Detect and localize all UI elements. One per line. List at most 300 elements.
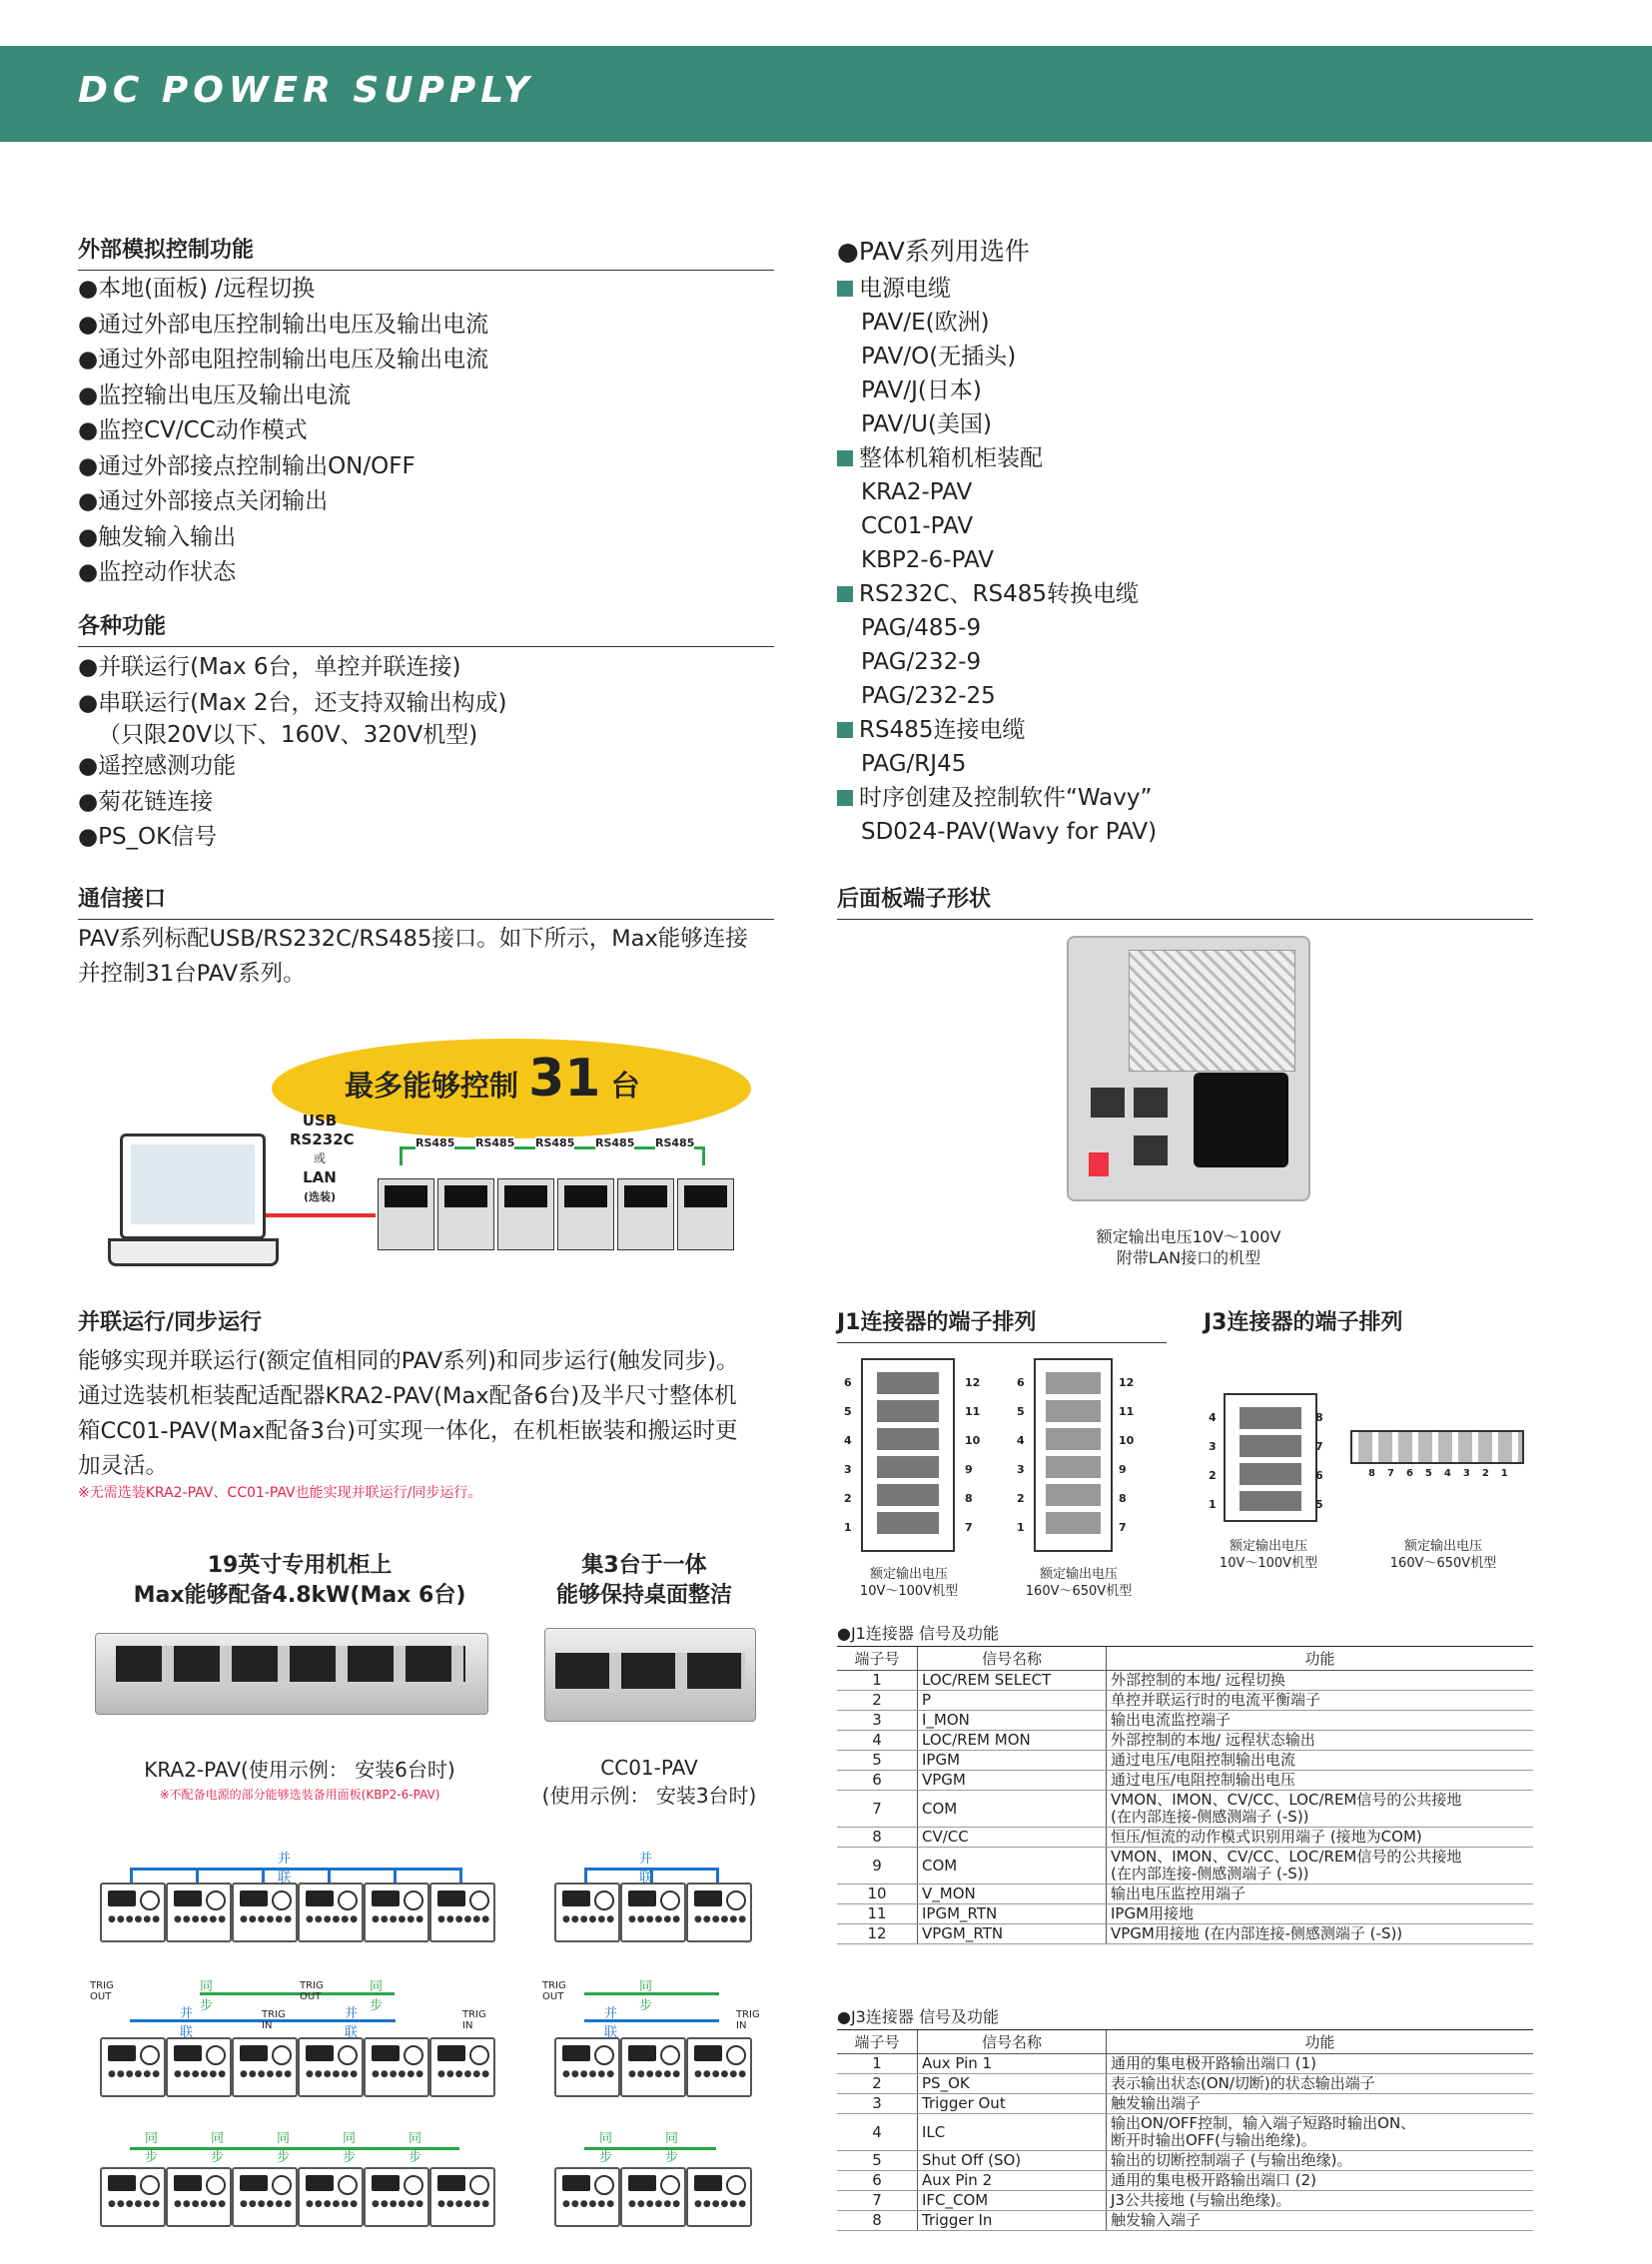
banner-title: DC POWER SUPPLY	[78, 70, 534, 111]
option-group	[837, 441, 1157, 475]
option-item: KRA2-PAV	[861, 479, 973, 505]
psu-unit-icon: ●●●●●●	[554, 2167, 620, 2227]
pin-number: 3	[1017, 1463, 1025, 1476]
rs485-chain	[378, 1178, 739, 1250]
pin-number: 1	[1017, 1521, 1025, 1534]
pin-cell: 4	[837, 2114, 918, 2151]
psu-unit-icon: ●●●●●●	[100, 1883, 166, 1942]
signal-cell: COM	[918, 1848, 1107, 1885]
max-control-label: 最多能够控制	[345, 1069, 519, 1103]
list-item: ●PS_OK信号	[78, 824, 218, 850]
list-item: ●通过外部电阻控制输出电压及输出电流	[78, 347, 489, 373]
parallel-line: 加灵活。	[78, 1453, 169, 1479]
pin-number: 7	[1386, 1468, 1406, 1479]
functions-title: 各种功能	[78, 609, 774, 647]
option-label: (选装)	[303, 1190, 337, 1203]
square-bullet-icon	[837, 281, 853, 297]
rs485-label: RS485	[475, 1136, 515, 1149]
pin-number: 2	[1209, 1469, 1217, 1482]
j1b-right-numbers	[1119, 1368, 1134, 1542]
pin-number: 8	[965, 1492, 973, 1505]
psu-unit-icon: ●●●●●●	[364, 2167, 429, 2227]
j1-connector-b	[1034, 1358, 1113, 1552]
functions-list	[78, 650, 507, 856]
option-item: PAG/RJ45	[861, 751, 967, 777]
option-group	[837, 272, 1157, 306]
pin-cell: 10	[837, 1885, 918, 1904]
psu-unit-icon: ●●●●●●	[429, 2037, 495, 2097]
diagram-label: 同步	[665, 2131, 679, 2165]
diagram-label: 同步	[200, 1979, 214, 2013]
option-item: PAV/J(日本)	[861, 377, 982, 403]
connection-line	[130, 1868, 133, 1883]
options-list	[837, 272, 1157, 849]
case-caption-line: CC01-PAV	[600, 1756, 698, 1780]
diagram-label: 同步	[409, 2131, 422, 2165]
pin-cell: 5	[837, 1751, 918, 1771]
pin-cell: 7	[837, 2191, 918, 2211]
function-cell: 通过电压/电阻控制输出电压	[1107, 1771, 1534, 1791]
psu-unit-icon: ●●●●●●	[429, 2167, 495, 2227]
connection-line	[266, 1213, 376, 1217]
col-header: 信号名称	[918, 2030, 1107, 2054]
list-item: ●通过外部电压控制输出电压及输出电流	[78, 311, 489, 338]
connection-line	[584, 1868, 587, 1883]
max-control-number: 31	[528, 1049, 601, 1109]
pin-number: 2	[844, 1492, 852, 1505]
psu-unit-icon: ●●●●●●	[166, 2037, 232, 2097]
table-row	[837, 1885, 1533, 1904]
j1-connector-a	[861, 1358, 955, 1552]
pin-number: 4	[844, 1434, 852, 1447]
function-cell: VPGM用接地 (在内部连接-侧感测端子 (-S))	[1107, 1924, 1534, 1944]
psu-unit-icon: ●●●●●●	[166, 2167, 232, 2227]
connection-line	[716, 1868, 719, 1883]
option-group-name: RS485连接电缆	[859, 717, 1026, 743]
connection-line	[200, 1992, 395, 1995]
case-title-line: 集3台于一体	[581, 1553, 707, 1578]
diagram-label: 同步	[211, 2131, 225, 2165]
option-item: CC01-PAV	[861, 513, 974, 539]
pin-number: 2	[1481, 1468, 1501, 1479]
pin-number: 7	[1119, 1521, 1127, 1534]
table-row	[837, 2191, 1533, 2211]
list-item: ●通过外部接点关闭输出	[78, 488, 329, 514]
psu-unit-icon: ●●●●●●	[100, 2167, 166, 2227]
rack-title-line: Max能够配备4.8kW(Max 6台)	[133, 1583, 466, 1608]
pin-number: 12	[1119, 1376, 1135, 1389]
comm-text-2: 并控制31台PAV系列。	[78, 961, 306, 987]
table-row	[837, 1671, 1533, 1691]
caption-line: 160V～650V机型	[1389, 1556, 1497, 1571]
function-cell: 通过电压/电阻控制输出电流	[1107, 1751, 1534, 1771]
signal-cell: LOC/REM SELECT	[918, 1671, 1107, 1691]
rack-image	[95, 1633, 488, 1715]
square-bullet-icon	[837, 790, 853, 806]
psu-unit-icon: ●●●●●●	[364, 2037, 429, 2097]
function-cell: 通用的集电极开路输出端口 (1)	[1107, 2054, 1534, 2074]
pin-cell: 11	[837, 1904, 918, 1924]
rs485-label: RS485	[535, 1136, 575, 1149]
pin-cell: 6	[837, 2171, 918, 2191]
list-item: ●并联运行(Max 6台，单控并联连接)	[78, 654, 461, 680]
pin-number: 3	[1209, 1440, 1217, 1453]
pin-number: 8	[1315, 1411, 1323, 1424]
connection-line	[328, 1868, 331, 1883]
option-group	[837, 577, 1157, 611]
interface-labels	[290, 1112, 355, 1206]
list-item: ●监控CV/CC动作模式	[78, 417, 308, 443]
table-row	[837, 2074, 1533, 2094]
square-bullet-icon	[837, 450, 853, 466]
j1-table-title: ●J1连接器 信号及功能	[837, 1624, 999, 1643]
lan-label: LAN	[303, 1168, 337, 1186]
connection-line	[262, 1868, 265, 1883]
psu-unit-icon: ●●●●●●	[620, 2037, 686, 2097]
connection-line	[459, 1868, 462, 1883]
case-image	[544, 1628, 756, 1722]
option-item: PAV/O(无插头)	[861, 344, 1017, 370]
table-row	[837, 2211, 1533, 2231]
pin-cell: 8	[837, 1828, 918, 1848]
signal-cell: CV/CC	[918, 1828, 1107, 1848]
caption-line: 额定输出电压	[1229, 1539, 1307, 1554]
diagram-label: TRIG IN	[262, 2009, 286, 2031]
connection-line	[328, 2147, 394, 2150]
max-control-unit: 台	[610, 1069, 640, 1103]
list-item: ●本地(面板) /远程切换	[78, 276, 316, 302]
function-cell: 单控并联运行时的电流平衡端子	[1107, 1691, 1534, 1711]
psu-unit	[497, 1178, 554, 1250]
table-row	[837, 1791, 1533, 1828]
pin-number: 1	[1209, 1498, 1217, 1511]
list-item: ●遥控感测功能	[78, 753, 237, 779]
col-header: 信号名称	[918, 1647, 1107, 1671]
pin-number: 3	[844, 1463, 852, 1476]
list-item: ●触发输入输出	[78, 523, 237, 550]
psu-unit-icon: ●●●●●●	[100, 2037, 166, 2097]
table-row	[837, 1771, 1533, 1791]
table-row	[837, 1924, 1533, 1944]
col-header: 端子号	[837, 2030, 918, 2054]
table-row	[837, 1828, 1533, 1848]
table-row	[837, 2094, 1533, 2114]
j1-caption-b	[1004, 1566, 1154, 1600]
j3-table-title: ●J3连接器 信号及功能	[837, 2007, 999, 2026]
pin-number: 5	[1315, 1498, 1323, 1511]
connection-line	[650, 2147, 716, 2150]
function-cell: 外部控制的本地/ 远程状态输出	[1107, 1731, 1534, 1751]
signal-cell: VPGM_RTN	[918, 1924, 1107, 1944]
list-item: ●菊花链连接	[78, 788, 214, 815]
pin-number: 1	[844, 1521, 852, 1534]
rear-caption-line: 附带LAN接口的机型	[1116, 1248, 1261, 1267]
function-cell: 恒压/恒流的动作模式识别用端子 (接地为COM)	[1107, 1828, 1534, 1848]
comm-text-1: PAV系列标配USB/RS232C/RS485接口。如下所示，Max能够连接	[78, 926, 748, 952]
caption-line: 额定输出电压	[1039, 1567, 1118, 1582]
psu-unit-icon: ●●●●●●	[686, 2167, 752, 2227]
function-cell: 通用的集电极开路输出端口 (2)	[1107, 2171, 1534, 2191]
pin-cell: 3	[837, 2094, 918, 2114]
j3-connector-a	[1224, 1393, 1317, 1522]
diagram-label: 并联	[604, 2006, 618, 2040]
psu-unit-icon: ●●●●●●	[298, 2167, 364, 2227]
function-cell: 外部控制的本地/ 远程切换	[1107, 1671, 1534, 1691]
signal-cell: VPGM	[918, 1771, 1107, 1791]
j1-caption-a	[839, 1566, 979, 1600]
table-row	[837, 1711, 1533, 1731]
pin-cell: 2	[837, 2074, 918, 2094]
table-row	[837, 1904, 1533, 1924]
j3-signal-table	[837, 2029, 1533, 2231]
psu-unit-icon: ●●●●●●	[429, 1883, 495, 1942]
options-title: ●PAV系列用选件	[837, 237, 1030, 266]
j1-title: J1连接器的端子排列	[837, 1305, 1167, 1343]
diagram-label: 同步	[370, 1979, 384, 2013]
pin-cell: 7	[837, 1791, 918, 1828]
rs485-label: RS485	[415, 1136, 455, 1149]
pin-number: 3	[1462, 1468, 1482, 1479]
pin-cell: 1	[837, 2054, 918, 2074]
parallel-line: 箱CC01-PAV(Max配备3台)可实现一体化，在机柜嵌装和搬运时更	[78, 1418, 738, 1444]
table-row	[837, 1731, 1533, 1751]
function-cell: 触发输出端子	[1107, 2094, 1534, 2114]
signal-cell: Trigger In	[918, 2211, 1107, 2231]
col-header: 端子号	[837, 1647, 918, 1671]
square-bullet-icon	[837, 722, 853, 738]
connection-line	[394, 2147, 459, 2150]
psu-unit	[557, 1178, 614, 1250]
table-row	[837, 1751, 1533, 1771]
pin-number: 11	[1119, 1405, 1135, 1418]
pin-number: 5	[1017, 1405, 1025, 1418]
table-row	[837, 1848, 1533, 1885]
pin-number: 8	[1368, 1468, 1387, 1479]
diagram-label: 并联	[345, 2006, 359, 2040]
case-title	[519, 1551, 769, 1611]
pin-number: 6	[1017, 1376, 1025, 1389]
function-cell: 输出电流监控端子	[1107, 1711, 1534, 1731]
pin-number: 4	[1017, 1434, 1025, 1447]
psu-unit-icon: ●●●●●●	[364, 1883, 429, 1942]
psu-unit-icon: ●●●●●●	[232, 1883, 298, 1942]
connection-line	[130, 1868, 461, 1871]
signal-cell: PS_OK	[918, 2074, 1107, 2094]
j1b-left-numbers	[1017, 1368, 1025, 1542]
function-cell: VMON、IMON、CV/CC、LOC/REM信号的公共接地 (在内部连接-侧感测端子 (-S))	[1107, 1848, 1534, 1885]
rack-note-text: ※不配备电源的部分能够选装备用面板(KBP2-6-PAV)	[159, 1788, 440, 1802]
pin-number: 8	[1119, 1492, 1127, 1505]
psu-unit-icon: ●●●●●●	[166, 1883, 232, 1942]
caption-line: 160V～650V机型	[1025, 1584, 1133, 1599]
psu-unit-icon: ●●●●●●	[620, 2167, 686, 2227]
pin-number: 4	[1443, 1468, 1463, 1479]
option-group-name: 时序创建及控制软件“Wavy”	[859, 785, 1153, 811]
max-control-text	[345, 1049, 640, 1109]
psu-unit-icon: ●●●●●●	[554, 1883, 620, 1942]
pin-number: 12	[965, 1376, 981, 1389]
pin-number: 5	[1424, 1468, 1444, 1479]
j3-caption-a	[1199, 1538, 1338, 1572]
psu-unit-icon: ●●●●●●	[232, 2167, 298, 2227]
caption-line: 额定输出电压	[1403, 1539, 1482, 1554]
pin-cell: 9	[837, 1848, 918, 1885]
pin-number: 7	[965, 1521, 973, 1534]
psu-unit-icon: ●●●●●●	[298, 1883, 364, 1942]
laptop-screen-icon	[120, 1133, 266, 1239]
pin-number: 4	[1209, 1411, 1217, 1424]
option-item: PAV/U(美国)	[861, 411, 992, 437]
function-cell: 表示输出状态(ON/切断)的状态输出端子	[1107, 2074, 1534, 2094]
psu-unit	[437, 1178, 494, 1250]
pin-cell: 12	[837, 1924, 918, 1944]
j3-title: J3连接器的端子排列	[1204, 1310, 1403, 1335]
ext-analog-title: 外部模拟控制功能	[78, 233, 774, 271]
function-cell: VMON、IMON、CV/CC、LOC/REM信号的公共接地 (在内部连接-侧感测端子 (-S))	[1107, 1791, 1534, 1828]
signal-cell: Shut Off (SO)	[918, 2151, 1107, 2171]
parallel-line: 能够实现并联运行(额定值相同的PAV系列)和同步运行(触发同步)。	[78, 1348, 739, 1374]
diagram-label: 并联	[639, 1852, 653, 1886]
caption-line: 额定输出电压	[869, 1567, 948, 1582]
option-item: KBP2-6-PAV	[861, 547, 994, 573]
comm-title: 通信接口	[78, 882, 774, 920]
rs232c-label: RS232C	[290, 1131, 355, 1148]
case-caption-line: (使用示例： 安装3台时)	[541, 1784, 757, 1808]
diagram-label: TRIG OUT	[542, 1980, 566, 2002]
signal-cell: IFC_COM	[918, 2191, 1107, 2211]
psu-unit-icon: ●●●●●●	[232, 2037, 298, 2097]
col-header: 功能	[1107, 1647, 1534, 1671]
list-item: （只限20V以下、160V、320V机型)	[98, 722, 478, 748]
function-cell: J3公共接地 (与输出绝缘)。	[1107, 2191, 1534, 2211]
psu-unit-icon: ●●●●●●	[686, 2037, 752, 2097]
rs485-label: RS485	[655, 1136, 695, 1149]
signal-cell: Aux Pin 1	[918, 2054, 1107, 2074]
parallel-title: 并联运行/同步运行	[78, 1310, 263, 1335]
pin-number: 11	[965, 1405, 981, 1418]
j3-right-numbers	[1315, 1403, 1323, 1519]
psu-unit-icon: ●●●●●●	[620, 1883, 686, 1942]
psu-unit	[677, 1178, 734, 1250]
caption-line: 10V～100V机型	[859, 1584, 959, 1599]
table-row	[837, 2114, 1533, 2151]
connection-line	[130, 2147, 196, 2150]
signal-cell: Trigger Out	[918, 2094, 1107, 2114]
diagram-label: 并联	[180, 2006, 194, 2040]
signal-cell: IPGM_RTN	[918, 1904, 1107, 1924]
table-row	[837, 1691, 1533, 1711]
pin-number: 2	[1017, 1492, 1025, 1505]
diagram-label: 同步	[145, 2131, 159, 2165]
pin-number: 7	[1315, 1440, 1323, 1453]
pin-cell: 1	[837, 1671, 918, 1691]
diagram-label: TRIG IN	[462, 2009, 486, 2031]
rear-panel-image	[1067, 936, 1310, 1201]
option-item: SD024-PAV(Wavy for PAV)	[861, 819, 1158, 845]
option-group	[837, 713, 1157, 747]
connection-line	[394, 1868, 397, 1883]
j1-left-numbers	[844, 1368, 852, 1542]
signal-cell: Aux Pin 2	[918, 2171, 1107, 2191]
ext-analog-list	[78, 272, 488, 591]
signal-cell: LOC/REM MON	[918, 1731, 1107, 1751]
rear-caption-line: 额定输出电压10V～100V	[1096, 1227, 1281, 1246]
signal-cell: P	[918, 1691, 1107, 1711]
j3-caption-b	[1368, 1538, 1518, 1572]
option-item: PAG/232-9	[861, 649, 982, 675]
case-caption	[519, 1754, 779, 1810]
rear-caption	[1029, 1226, 1348, 1268]
function-cell: 触发输入端子	[1107, 2211, 1534, 2231]
function-cell: IPGM用接地	[1107, 1904, 1534, 1924]
pin-number: 10	[965, 1434, 981, 1447]
table-row	[837, 2151, 1533, 2171]
diagram-label: TRIG OUT	[90, 1980, 114, 2002]
or-label: 或	[313, 1151, 326, 1165]
option-item: PAG/232-25	[861, 683, 996, 709]
pin-number: 6	[844, 1376, 852, 1389]
parallel-line: 通过选装机柜装配适配器KRA2-PAV(Max配备6台)及半尺寸整体机	[78, 1383, 737, 1409]
option-item: PAV/E(欧洲)	[861, 310, 990, 336]
option-group-name: 整体机箱机柜装配	[859, 445, 1043, 471]
rack-title	[100, 1551, 499, 1611]
psu-unit-icon: ●●●●●●	[686, 1883, 752, 1942]
function-cell: 输出ON/OFF控制，输入端子短路时输出ON、 断开时输出OFF(与输出绝缘)。	[1107, 2114, 1534, 2151]
laptop-base-icon	[108, 1238, 279, 1266]
diagram-label: 同步	[343, 2131, 357, 2165]
j3b-numbers	[1368, 1468, 1520, 1479]
caption-line: 10V～100V机型	[1219, 1556, 1318, 1571]
j3-connector-b	[1350, 1430, 1524, 1464]
list-item: ●通过外部接点控制输出ON/OFF	[78, 452, 415, 479]
pin-cell: 6	[837, 1771, 918, 1791]
signal-cell: I_MON	[918, 1711, 1107, 1731]
rear-title: 后面板端子形状	[837, 882, 1533, 920]
option-group-name: RS232C、RS485转换电缆	[859, 581, 1140, 607]
rs485-label: RS485	[595, 1136, 635, 1149]
parallel-text	[78, 1344, 787, 1484]
function-cell: 输出的切断控制端子 (与输出绝缘)。	[1107, 2151, 1534, 2171]
signal-cell: ILC	[918, 2114, 1107, 2151]
diagram-label: 同步	[277, 2131, 291, 2165]
option-group-name: 电源电缆	[859, 276, 951, 302]
pin-cell: 8	[837, 2211, 918, 2231]
pin-cell: 2	[837, 1691, 918, 1711]
connection-line	[130, 2019, 265, 2022]
diagram-label: 同步	[639, 1979, 653, 2013]
case-title-line: 能够保持桌面整洁	[555, 1583, 732, 1608]
rack-caption: KRA2-PAV(使用示例： 安装6台时)	[144, 1758, 455, 1782]
pin-number: 6	[1405, 1468, 1425, 1479]
psu-unit	[378, 1178, 434, 1250]
pin-number: 6	[1315, 1469, 1323, 1482]
pin-cell: 4	[837, 1731, 918, 1751]
pin-cell: 3	[837, 1711, 918, 1731]
psu-unit-icon: ●●●●●●	[298, 2037, 364, 2097]
pin-number: 1	[1500, 1468, 1520, 1479]
option-item: PAG/485-9	[861, 615, 982, 641]
connection-line	[196, 2147, 262, 2150]
pin-number: 9	[1119, 1463, 1127, 1476]
j1-signal-table	[837, 1646, 1533, 1944]
diagram-label: 并联	[278, 1852, 292, 1886]
rack-title-line: 19英寸专用机柜上	[207, 1553, 393, 1578]
option-group	[837, 781, 1157, 815]
table-row	[837, 2054, 1533, 2074]
j1-right-numbers	[965, 1368, 980, 1542]
diagram-label: TRIG OUT	[300, 1980, 324, 2002]
signal-cell: IPGM	[918, 1751, 1107, 1771]
